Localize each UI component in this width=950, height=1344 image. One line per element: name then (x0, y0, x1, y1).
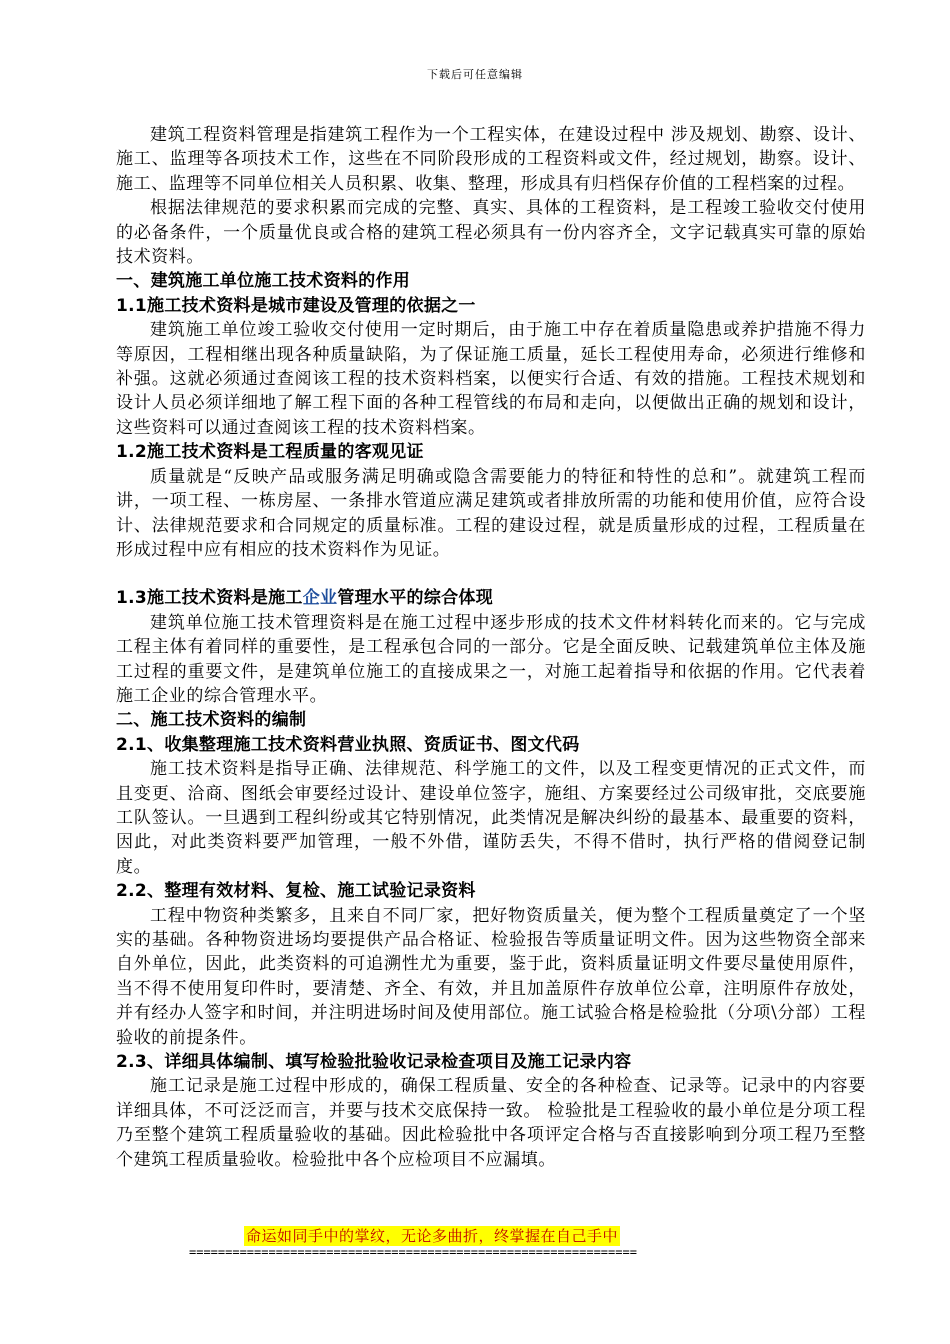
page-header: 下载后可任意编辑 (427, 68, 523, 81)
footer-slogan: 命运如同手中的掌纹，无论多曲折，终掌握在自己手中 (246, 1227, 619, 1245)
section-2-1-body: 施工技术资料是指导正确、法律规范、科学施工的文件，以及工程变更情况的正式文件，而且变更、洽商、图纸会审要经过设计、建设单位签字，施组、方案要经过公司级审批，交底要施工队签认。一旦遇到工程纠纷或其它特别情况，此类情况是解决纠纷的最基本、最重要的资料，因此，对此类资料要严加管理，一般不外借，谨防丢失，不得不借时，执行严格的借阅登记制度。 (116, 759, 866, 877)
enterprise-link[interactable]: 企业 (302, 588, 338, 609)
section-2-1-title: 2.1、收集整理施工技术资料营业执照、资质证书、图文代码 (116, 734, 580, 755)
section-2-3-title: 2.3、详细具体编制、填写检验批验收记录检查项目及施工记录内容 (116, 1052, 632, 1073)
section-1-1-title: 1.1施工技术资料是城市建设及管理的依据之一 (116, 295, 476, 316)
section-1-2-title: 1.2施工技术资料是工程质量的客观见证 (116, 442, 424, 463)
section-2-title: 二、施工技术资料的编制 (116, 710, 307, 731)
intro-paragraph-2: 根据法律规范的要求积累而完成的完整、真实、具体的工程资料，是工程竣工验收交付使用的必备条件，一个质量优良或合格的建筑工程必须具有一份内容齐全，文字记载真实可靠的原始技术资料。 (116, 198, 866, 268)
section-1-1-body: 建筑施工单位竣工验收交付使用一定时期后，由于施工中存在着质量隐患或养护措施不得力等原因，工程相继出现各种质量缺陷，为了保证施工质量，延长工程使用寿命，必须进行维修和补强。这就必须通过查阅该工程的技术资料档案，以便实行合适、有效的措施。工程技术规划和设计人员必须详细地了解工程下面的各种工程管线的布局和走向，以便做出正确的规划和设计，这些资料可以通过查阅该工程的技术资料档案。 (116, 320, 866, 438)
section-1-title: 一、建筑施工单位施工技术资料的作用 (116, 271, 411, 292)
section-2-3-body: 施工记录是施工过程中形成的，确保工程质量、安全的各种检查、记录等。记录中的内容要详细具体，不可泛泛而言，并要与技术交底保持一致。 检验批是工程验收的最小单位是分项工程乃至整个建筑工程质量验收的基础。因此检验批中各项评定合格与否直接影响到分项工程乃至整个建筑工程质量验收。检验批中各个应检项目不应漏填。 (116, 1076, 866, 1170)
section-1-3-title-pre: 1.3施工技术资料是施工 (116, 588, 303, 609)
section-1-3-title-post: 管理水平的综合体现 (337, 588, 494, 609)
section-1-3-body: 建筑单位施工技术管理资料是在施工过程中逐步形成的技术文件材料转化而来的。它与完成工程主体有着同样的重要性，是工程承包合同的一部分。它是全面反映、记载建筑单位主体及施工过程的重要文件，是建筑单位施工的直接成果之一，对施工起着指导和依据的作用。它代表着施工企业的综合管理水平。 (116, 612, 866, 706)
section-1-3-title (116, 586, 866, 610)
footer-rule: ============================================================== (189, 1245, 637, 1259)
section-2-2-title: 2.2、整理有效材料、复检、施工试验记录资料 (116, 881, 476, 902)
blank-line (116, 562, 866, 586)
intro-paragraph-1: 建筑工程资料管理是指建筑工程作为一个工程实体，在建设过程中 涉及规划、勘察、设计、施工、监理等各项技术工作，这些在不同阶段形成的工程资料或文件，经过规划，勘察。设计、施工、监理等不同单位相关人员积累、收集、整理，形成具有归档保存价值的工程档案的过程。 (116, 125, 866, 194)
section-1-2-body: 质量就是“反映产品或服务满足明确或隐含需要能力的特征和特性的总和”。就建筑工程而讲，一项工程、一栋房屋、一条排水管道应满足建筑或者排放所需的功能和使用价值，应符合设计、法律规范要求和合同规定的质量标准。工程的建设过程，就是质量形成的过程，工程质量在形成过程中应有相应的技术资料作为见证。 (116, 466, 866, 560)
document-body (116, 123, 866, 1172)
section-2-2-body: 工程中物资种类繁多，且来自不同厂家，把好物资质量关，便为整个工程质量奠定了一个坚实的基础。各种物资进场均要提供产品合格证、检验报告等质量证明文件。因为这些物资全部来自外单位，因此，此类资料的可追溯性尤为重要，鉴于此，资料质量证明文件要尽量使用原件，当不得不使用复印件时，要清楚、齐全、有效，并且加盖原件存放单位公章，注明原件存放处，并有经办人签字和时间，并注明进场时间及使用部位。施工试验合格是检验批（分项\分部）工程验收的前提条件。 (116, 905, 866, 1048)
